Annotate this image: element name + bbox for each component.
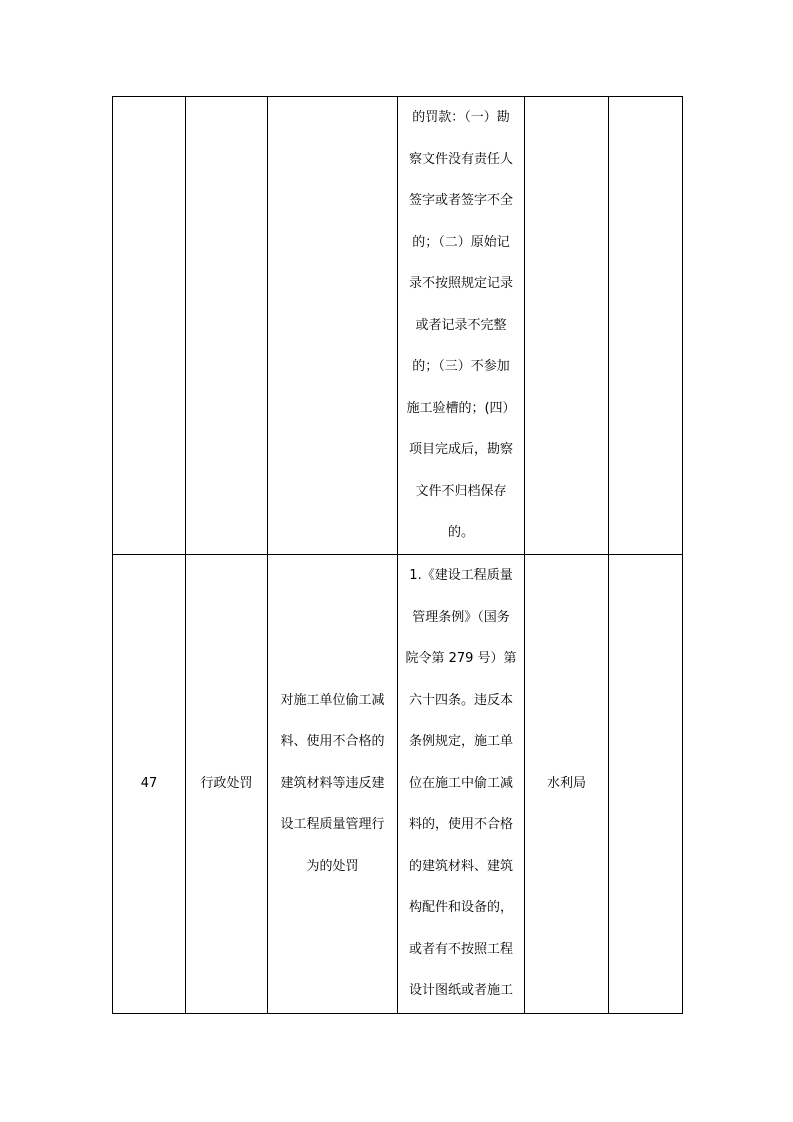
basis-text: 的罚款：（一）勘 察文件没有责任人 签字或者签字不全 的；（二）原始记 录不按照规定记录 或者记录不完整 的；（三）不参加 施工验槽的；(四） 项目完成后，勘察 文件不归档保存 的。 [406, 110, 516, 540]
item-text: 对施工单位偷工减 料、使用不合格的 建筑材料等违反建 设工程质量管理行 为的处罚 [280, 692, 385, 874]
item-cell [268, 554, 398, 1013]
type-cell: 行政处罚 [186, 554, 268, 1013]
type-cell [186, 97, 268, 555]
note-cell [609, 554, 683, 1013]
basis-cell [398, 97, 525, 555]
index-cell: 47 [113, 554, 186, 1013]
dept-cell: 水利局 [525, 554, 609, 1013]
dept-cell [525, 97, 609, 555]
index-cell [113, 97, 186, 555]
document-table [112, 96, 683, 1014]
note-cell [609, 97, 683, 555]
basis-cell [398, 554, 525, 1013]
basis-text: 1.《建设工程质量 管理条例》（国务 院令第 279 号）第 六十四条。违反本 条例规定，施工单 位在施工中偷工减 料的，使用不合格 的建筑材料、建筑 构配件和设备的， 或者有不按照工程 设计图纸或者施工 [405, 568, 517, 999]
table-row [113, 97, 683, 555]
table-row [113, 554, 683, 1013]
item-cell [268, 97, 398, 555]
